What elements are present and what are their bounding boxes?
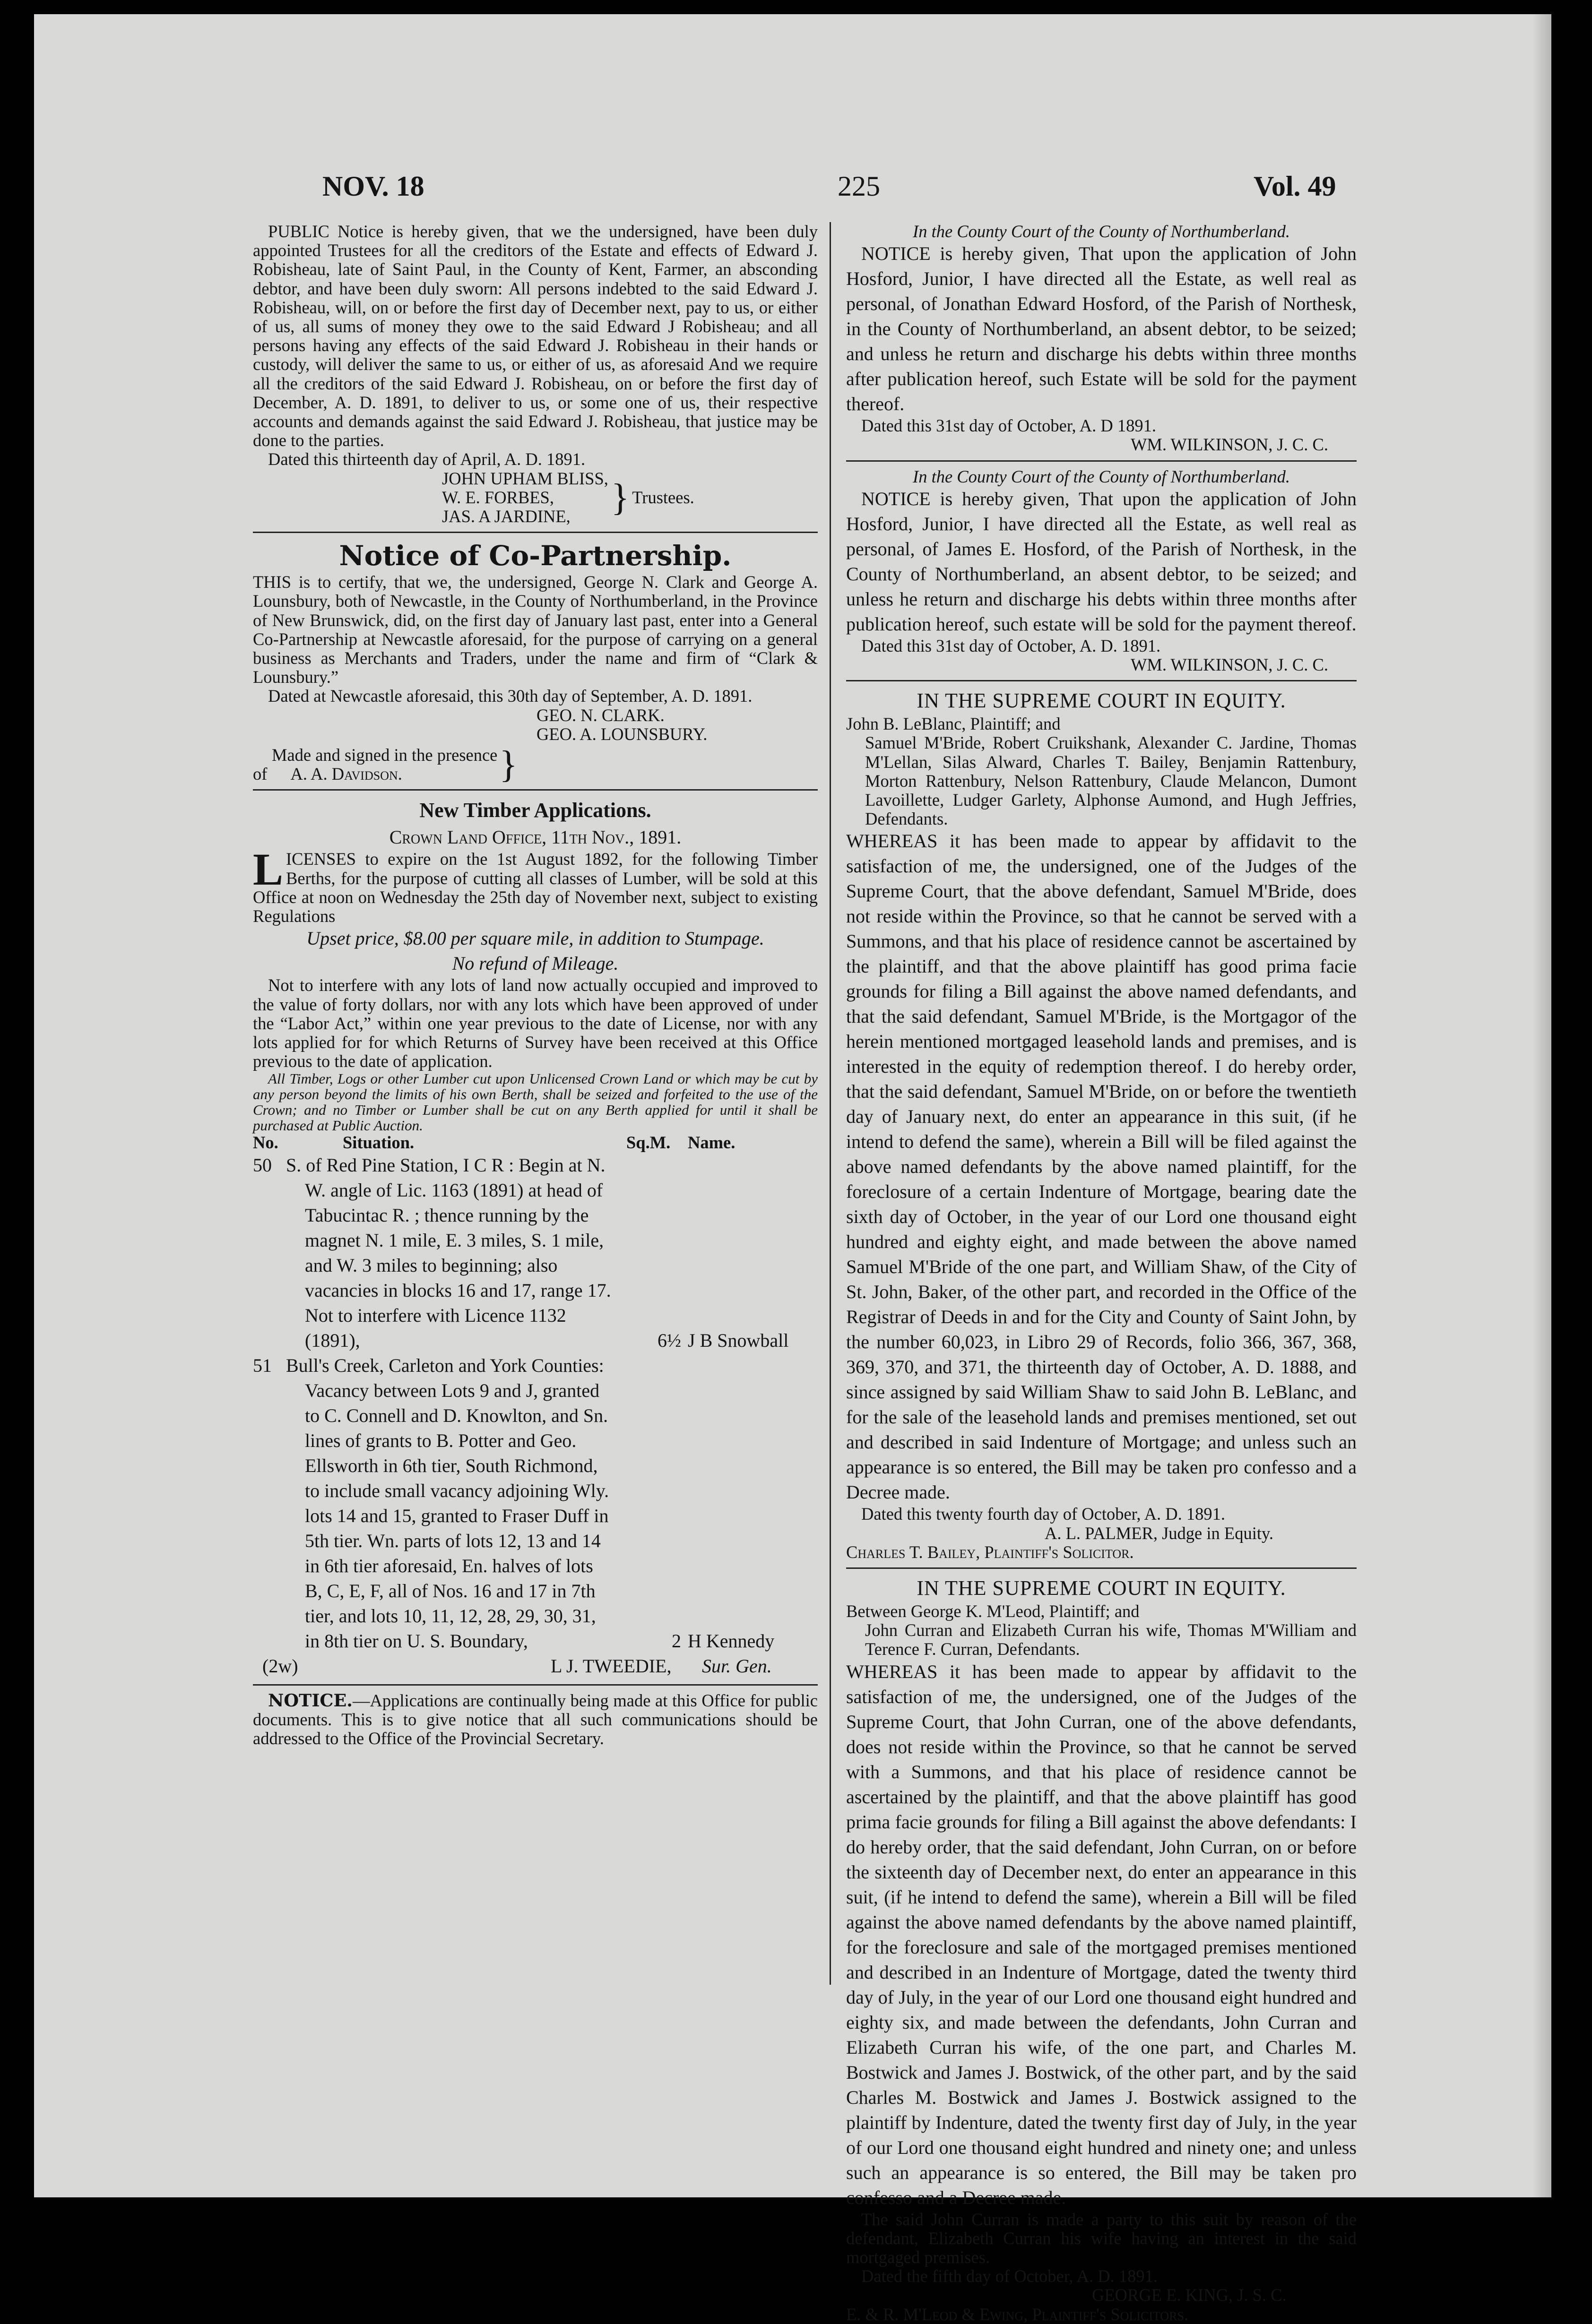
berth-name: J B Snowball — [688, 1329, 789, 1351]
equity-order: WHEREAS it has been made to appear by affidavit to the satisfaction of me, the undersigned, one of the Judges of the Supreme Court, that the above defendant, Samuel M'Bride, does not reside within the Province, so that he cannot be served with a Summons, and that his place of residence cannot be ascertained by the plaintiff, and that the above plaintiff has good prima facie grounds for filing a Bill against the above named defendants, and that the said defendant, Samuel M'Bride, is the Mortgagor of the herein mentioned mortgaged leasehold lands and premises, and is interested in the equity of redemption thereof. I do hereby order, that the said defendant, Samuel M'Bride, on or before the twentieth day of January next, do enter an appearance in this suit, (if he intend to defend the same), wherein a Bill will be filed against the above named defendants by the above named plaintiff, for the foreclosure of a certain Indenture of Mortgage, bearing date the sixth day of October, in the year of our Lord one thousand eight hundred and eighty eight, and made between the above named Samuel M'Bride of the one part, and William Shaw, of the City of St. John, Baker, of the other part, and recorded in the Office of the Registrar of Deeds in and for the City and County of Saint John, by the number 60,023, in Libro 29 of Records, folio 366, 367, 368, 369, 370, and 371, the thirteenth day of October, A. D. 1888, and since assigned by said William Shaw to said John B. LeBlanc, and for the sale of the leasehold lands and premises mentioned, set out and described in said Indenture of Mortgage; and unless such an appearance is so entered, the Bill may be taken pro confesso and a Decree made. — [846, 830, 1357, 1503]
trustee-name: JAS. A JARDINE, — [442, 507, 571, 526]
equity-heading: IN THE SUPREME COURT IN EQUITY. — [917, 1576, 1286, 1600]
signer: GEO. N. CLARK. — [536, 705, 665, 725]
equity-plaintiff: John B. LeBlanc, Plaintiff; and — [846, 714, 1061, 734]
upset-price: Upset price, $8.00 per square mile, in addition to Stumpage. — [306, 928, 764, 949]
copartnership-title: Notice of Co-Partnership. — [339, 540, 732, 572]
not-interfere: Not to interfere with any lots of land now actually occupied and improved to the value of forty dollars, nor with any lots which have been approved of under the “Labor Act,” within one year previous to the date of License, nor with any lots applied for for which Returns of Survey have been received at this Office previous to the date of application. — [253, 975, 818, 1071]
table-row — [253, 1153, 818, 1353]
issue-date: NOV. 18 — [322, 171, 424, 202]
col-header: Situation. — [343, 1133, 415, 1153]
equity-dated: Dated the fifth day of October, A. D. 1891. — [861, 2266, 1158, 2286]
berth-sqm: 2 — [672, 1630, 681, 1652]
insertion-tag: (2w) — [262, 1655, 298, 1677]
volume: Vol. 49 — [1254, 171, 1336, 202]
berth-name: H Kennedy — [688, 1630, 775, 1652]
copartnership-body: THIS is to certify, that we, the undersigned, George N. Clark and George A. Lounsbury, both of Newcastle, in the County of Northumberland, in the Province of New Brunswick, did, on the first day of January last past, enter into a General Co-Partnership at Newcastle aforesaid, for the purpose of carrying on a general business as Merchants and Traders, under the name and firm of “Clark & Lounsbury.” — [253, 572, 818, 687]
equity-solicitor: Charles T. Bailey, Plaintiff's Solicitor. — [846, 1542, 1134, 1562]
notice-label: NOTICE. — [268, 1690, 353, 1711]
drop-cap: L — [253, 844, 284, 895]
county-court-dated: Dated this 31st day of October, A. D 1891. — [861, 416, 1157, 436]
berth-no: 51 — [253, 1354, 272, 1376]
divider — [846, 460, 1357, 462]
surveyor-name: L J. TWEEDIE, — [551, 1655, 672, 1677]
brace: } — [611, 476, 630, 518]
county-court-heading: In the County Court of the County of Northumberland. — [913, 466, 1290, 486]
equity-solicitor: E. & R. M'Leod & Ewing, Plaintiff's Solicitors. — [846, 2304, 1189, 2324]
timber-signature — [253, 1653, 818, 1678]
berth-sqm: 6½ — [658, 1329, 681, 1351]
copartner-signatures — [253, 706, 818, 744]
berth-no: 50 — [253, 1154, 272, 1176]
county-court-notice: NOTICE is hereby given, That upon the application of John Hosford, Junior, I have directed all the Estate, as well real as personal, of James E. Hosford, of the Parish of Northesk, in the County of Northumberland, an absent debtor, to be seized; and unless he return and discharge his debts within three months after publication hereof, such estate will be sold for the payment thereof. — [846, 488, 1357, 635]
county-court-dated: Dated this 31st day of October, A. D. 1891. — [861, 636, 1161, 655]
trustees-label: Trustees. — [632, 487, 694, 507]
timber-office: Crown Land Office, 11th Nov., 1891. — [389, 826, 682, 848]
right-column — [846, 222, 1357, 2324]
trustees-signature — [442, 469, 694, 526]
witness-block — [253, 744, 518, 786]
equity-judge: GEORGE E. KING, J. S. C. — [1092, 2285, 1287, 2305]
signer: GEO. A. LOUNSBURY. — [536, 724, 708, 744]
column-divider — [830, 222, 831, 1985]
page-number: 225 — [838, 171, 880, 202]
col-header: Name. — [688, 1133, 735, 1153]
county-court-notice: NOTICE is hereby given, That upon the application of John Hosford, Junior, I have directed all the Estate, as well real as personal, of Jonathan Edward Hosford, of the Parish of Northesk, in the County of Northumberland, an absent debtor, to be seized; and unless he return and discharge his debts within three months after publication hereof, such Estate will be sold for the payment thereof. — [846, 243, 1357, 415]
equity-party-note: The said John Curran is made a party to this suit by reason of the defendant, Elizabeth Curran his wife having an interest in the said mortgaged premises. — [846, 2209, 1357, 2267]
divider — [253, 789, 818, 791]
public-notice-body: PUBLIC Notice is hereby given, that we the undersigned, have been duly appointed Trustees for all the creditors of the Estate and effects of Edward J. Robisheau, late of Saint Paul, in the County of Kent, Farmer, an absconding debtor, and have been duly sworn: All persons indebted to the said Edward J. Robisheau, will, on or before the first day of December next, pay to us, or either of us, all sums of money they owe to the said Edward J Robisheau; and all persons having any effects of the said Edward J. Robisheau in their hands or custody, will deliver the same to us, or either of us, as aforesaid And we require all the creditors of the said Edward J. Robisheau, on or before the first day of December, A. D. 1891, to deliver to us, or some one of us, their respective accounts and demands against the said Edward J. Robisheau, that justice may be done to the parties. — [253, 222, 818, 450]
divider — [253, 532, 818, 533]
timber-title: New Timber Applications. — [419, 799, 651, 822]
copartnership-dated: Dated at Newcastle aforesaid, this 30th day of September, A. D. 1891. — [268, 686, 753, 706]
timber-table — [253, 1133, 818, 1653]
judge-signature: WM. WILKINSON, J. C. C. — [1130, 435, 1328, 455]
witness-of: of — [253, 764, 268, 784]
left-column — [253, 222, 818, 1748]
public-notice-dated: Dated this thirteenth day of April, A. D. 1891. — [268, 449, 586, 469]
county-court-heading: In the County Court of the County of Northumberland. — [913, 222, 1290, 241]
judge-signature: WM. WILKINSON, J. C. C. — [1130, 655, 1328, 675]
col-header: No. — [253, 1133, 278, 1153]
equity-dated: Dated this twenty fourth day of October, A. D. 1891. — [861, 1504, 1225, 1524]
divider — [846, 680, 1357, 681]
equity-order: WHEREAS it has been made to appear by affidavit to the satisfaction of me, the undersigned, one of the Judges of the Supreme Court, that John Curran, one of the above defendants, does not reside within the Province, so that he cannot be served with a Summons, and that his place of residence cannot be ascertained by the plaintiff, and that the above plaintiff has good prima facie grounds for filing a Bill against the above defendants: I do hereby order, that the said defendant, John Curran, on or before the sixteenth day of December next, do enter an appearance in this suit, (if he intend to defend the same), wherein a Bill will be filed against the above named defendants by the above named plaintiff, for the foreclosure and sale of the mortgaged premises mentioned and described in an Indenture of Mortgage, dated the twenty third day of July, in the year of our Lord one thousand eight hundred and eighty six, and made between the defendants, John Curran and Elizabeth Curran his wife, of the one part, and Charles M. Bostwick and James J. Bostwick, of the other part, and by the said Charles M. Bostwick and James J. Bostwick assigned to the plaintiff by Indenture, dated the twenty first day of July, in the year of our Lord one thousand eight hundred and ninety one; and unless such an appearance is so entered, the Bill may be taken pro confesso and a Decree made. — [846, 1661, 1357, 2208]
equity-judge: A. L. PALMER, Judge in Equity. — [1045, 1523, 1273, 1543]
equity-defendants: Samuel M'Bride, Robert Cruikshank, Alexander C. Jardine, Thomas M'Lellan, Silas Alward, Charles T. Bailey, Benjamin Rattenbury, Morton Rattenbury, Nelson Rattenbury, Claude Melancon, Dumont Lavoillette, Ludger Garlety, Alphonse Aumond, and Hugh Jeffries, Defendants. — [865, 733, 1357, 829]
witness-line: Made and signed in the presence — [272, 745, 498, 765]
equity-between: Between George K. M'Leod, Plaintiff; and — [846, 1601, 1140, 1621]
table-row — [253, 1353, 818, 1653]
no-refund: No refund of Mileage. — [452, 953, 619, 974]
notice-body: —Applications are continually being made at this Office for public documents. This is to give notice that all such communications should be addressed to the Office of the Provincial Secretary. — [253, 1690, 818, 1748]
timber-intro: ICENSES to expire on the 1st August 1892, for the following Timber Berths, for the purpose of cutting all classes of Lumber, will be sold at this Office at noon on Wednesday the 25th day of November next, subject to existing Regulations — [253, 849, 818, 926]
surveyor-title: Sur. Gen. — [702, 1655, 772, 1677]
equity-defendants: John Curran and Elizabeth Curran his wife, Thomas M'William and Terence F. Curran, Defendants. — [865, 1620, 1357, 1659]
trustee-name: W. E. FORBES, — [442, 487, 554, 507]
all-timber: All Timber, Logs or other Lumber cut upon Unlicensed Crown Land or which may be cut by any person beyond the limits of his own Berth, shall be seized and forfeited to the use of the Crown; and no Timber or Lumber shall be cut on any Berth applied for until it shall be purchased at Public Auction. — [253, 1070, 818, 1134]
equity-heading: IN THE SUPREME COURT IN EQUITY. — [917, 689, 1286, 713]
witness-name: A. A. Davidson. — [290, 764, 402, 784]
berth-situation: S. of Red Pine Station, I C R : Begin at N. W. angle of Lic. 1163 (1891) at head of Tabucintac R. ; thence running by the magnet N. 1 mile, E. 3 miles, S. 1 mile, and W. 3 miles to beginning; also vacancies in blocks 16 and 17, range 17. Not to interfere with Licence 1132 (1891), — [286, 1154, 611, 1351]
divider — [846, 1567, 1357, 1569]
berth-situation: Bull's Creek, Carleton and York Counties: Vacancy between Lots 9 and J, granted to C. Connell and D. Knowlton, and Sn. lines of grants to B. Potter and Geo. Ellsworth in 6th tier, South Richmond, to include small vacancy adjoining Wly. lots 14 and 15, granted to Fraser Duff in 5th tier. Wn. parts of lots 12, 13 and 14 in 6th tier aforesaid, En. halves of lots B, C, E, F, all of Nos. 16 and 17 in 7th tier, and lots 10, 11, 12, 28, 29, 30, 31, in 8th tier on U. S. Boundary, — [286, 1354, 609, 1652]
divider — [253, 1684, 818, 1686]
col-header: Sq.M. — [626, 1133, 671, 1153]
brace: } — [499, 744, 518, 786]
trustee-name: JOHN UPHAM BLISS, — [442, 468, 608, 488]
